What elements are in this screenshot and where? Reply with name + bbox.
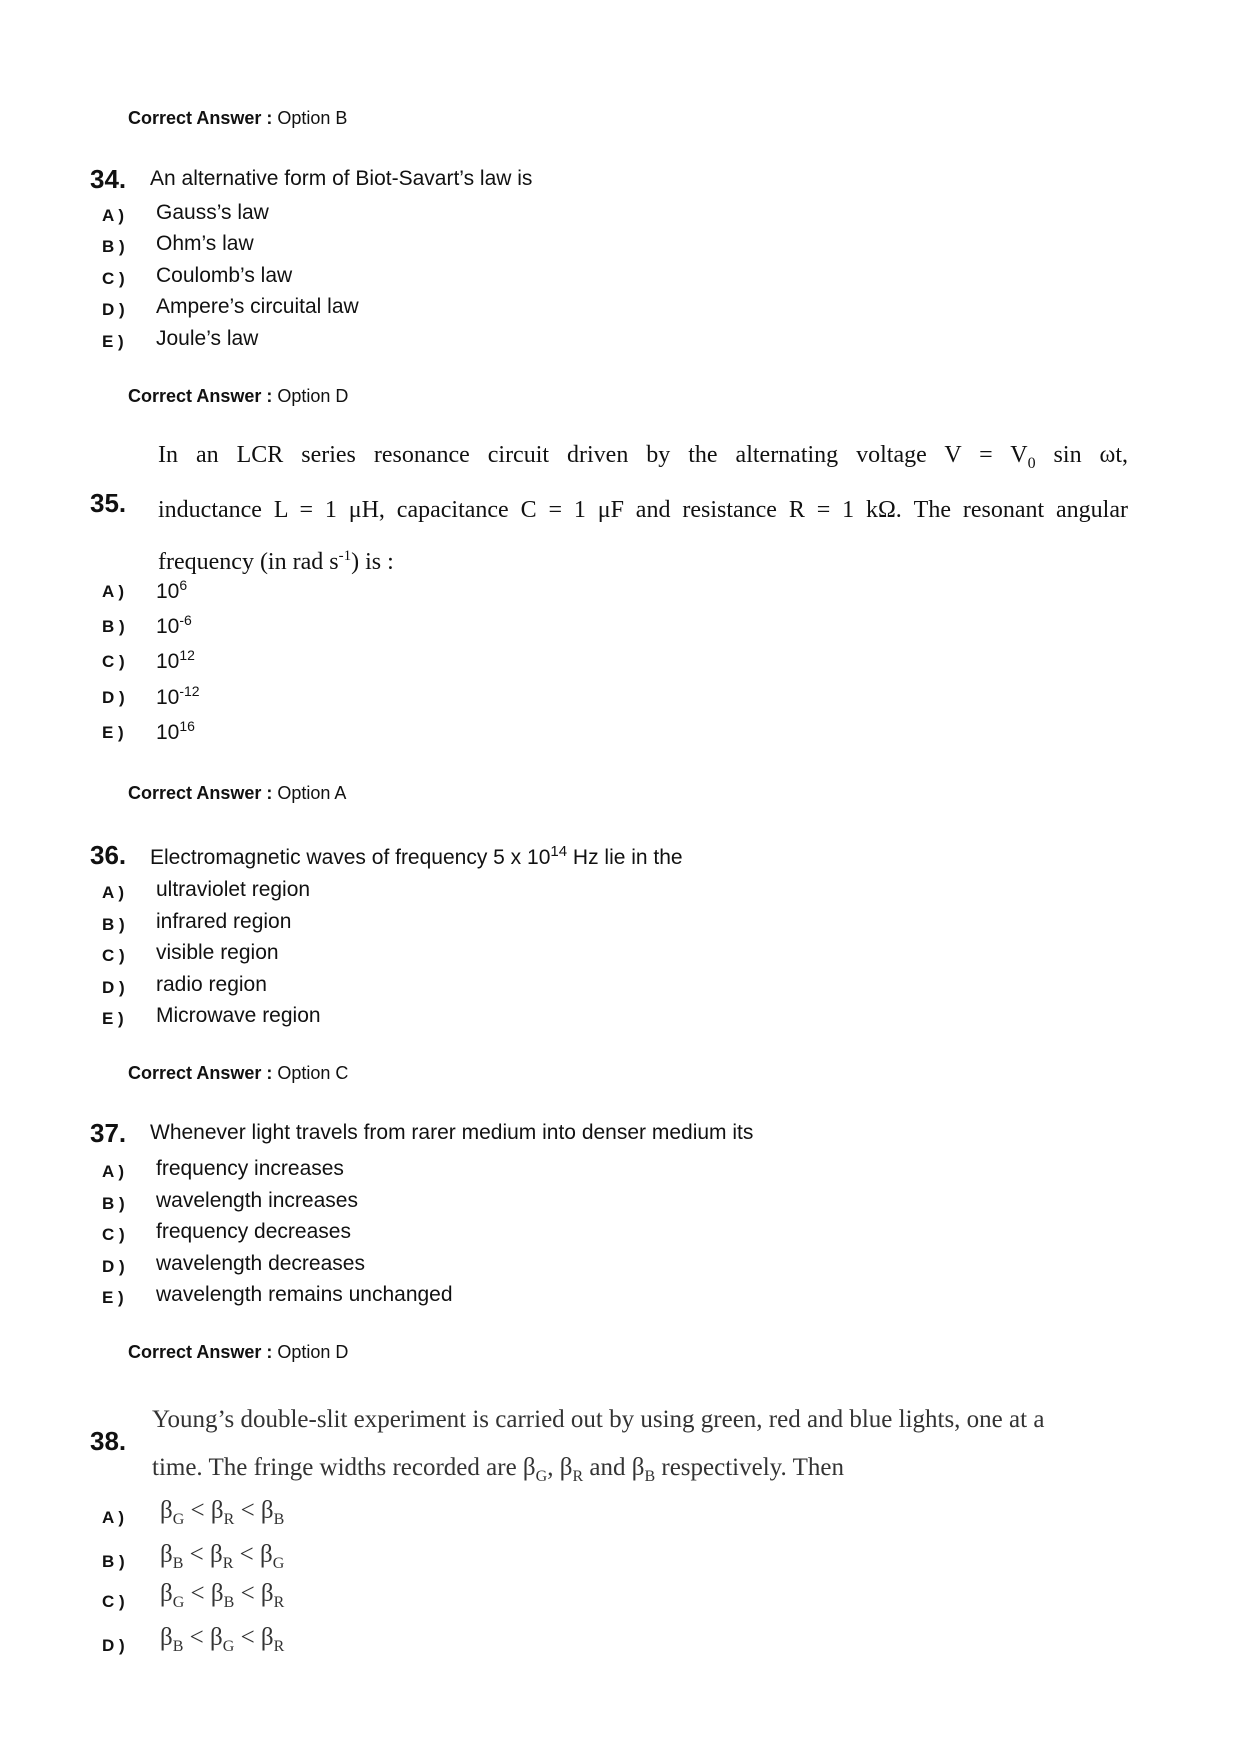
option-text: frequency decreases bbox=[156, 1220, 351, 1243]
option-text: visible region bbox=[156, 941, 279, 964]
option-label: B ) bbox=[102, 617, 125, 636]
question-text-37: Whenever light travels from rarer medium into denser medium its bbox=[150, 1121, 754, 1144]
option-math: $\beta_B < \beta_R < \beta_G$ bbox=[160, 1541, 285, 1572]
option-label: D ) bbox=[102, 300, 125, 319]
question-number-38: 38. bbox=[90, 1426, 127, 1456]
option-label: D ) bbox=[102, 1257, 125, 1276]
question-number-36: 36. bbox=[90, 840, 127, 870]
option-label: A ) bbox=[102, 582, 125, 601]
option-text: wavelength decreases bbox=[156, 1252, 365, 1275]
option-text: ultraviolet region bbox=[156, 878, 311, 901]
option-math: $\beta_G < \beta_B < \beta_R$ bbox=[160, 1580, 285, 1611]
answer-label: Correct Answer : bbox=[128, 1342, 273, 1362]
option-label: D ) bbox=[102, 688, 125, 707]
option-label: C ) bbox=[102, 1592, 125, 1611]
question-text-35 bbox=[158, 432, 1128, 585]
option-label: E ) bbox=[102, 332, 124, 351]
option-label: E ) bbox=[102, 723, 124, 742]
correct-answer-34 bbox=[128, 386, 348, 407]
question-line: inductance L = 1 μH, capacitance C = 1 μF and resistance R = 1 kΩ. The resonant angular bbox=[158, 496, 1128, 523]
option-text: $10^{12}$ bbox=[156, 647, 195, 673]
answer-value: Option B bbox=[277, 108, 348, 128]
option-math: $\beta_G < \beta_R < \beta_B$ bbox=[160, 1497, 285, 1528]
question-text-38 bbox=[152, 1396, 1102, 1501]
answer-label: Correct Answer : bbox=[128, 783, 273, 803]
option-text: Ampere’s circuital law bbox=[156, 295, 359, 318]
option-label: B ) bbox=[102, 237, 125, 256]
option-text: wavelength remains unchanged bbox=[156, 1283, 453, 1306]
option-label: C ) bbox=[102, 652, 125, 671]
option-math: $\beta_B < \beta_G < \beta_R$ bbox=[160, 1624, 285, 1655]
answer-label: Correct Answer : bbox=[128, 1063, 273, 1083]
correct-answer-37 bbox=[128, 1342, 348, 1363]
option-label: B ) bbox=[102, 1552, 125, 1571]
option-label: D ) bbox=[102, 978, 125, 997]
question-text-36: Electromagnetic waves of frequency 5 x $10^{14}$ Hz lie in the bbox=[150, 843, 683, 869]
option-label: C ) bbox=[102, 946, 125, 965]
correct-answer-36 bbox=[128, 1063, 348, 1084]
option-label: C ) bbox=[102, 1225, 125, 1244]
answer-value: Option D bbox=[277, 386, 349, 406]
correct-answer-prev bbox=[128, 108, 347, 129]
answer-label: Correct Answer : bbox=[128, 108, 273, 128]
question-number-35: 35. bbox=[90, 488, 127, 518]
option-text: $10^{-6}$ bbox=[156, 612, 192, 638]
option-label: B ) bbox=[102, 915, 125, 934]
question-number-37: 37. bbox=[90, 1118, 127, 1148]
option-text: frequency increases bbox=[156, 1157, 344, 1180]
option-text: Coulomb’s law bbox=[156, 264, 293, 287]
option-label: E ) bbox=[102, 1009, 124, 1028]
question-line: frequency (in rad $s^{-1}$) is : bbox=[158, 547, 394, 575]
answer-value: Option C bbox=[277, 1063, 349, 1083]
option-text: Microwave region bbox=[156, 1004, 321, 1027]
option-text: $10^6$ bbox=[156, 577, 188, 603]
correct-answer-35 bbox=[128, 783, 346, 804]
option-text: wavelength increases bbox=[156, 1189, 358, 1212]
question-line: Young’s double-slit experiment is carried out by using green, red and blue lights, one at a bbox=[152, 1406, 1045, 1433]
option-label: A ) bbox=[102, 1162, 125, 1181]
option-label: A ) bbox=[102, 1508, 125, 1527]
option-label: D ) bbox=[102, 1636, 125, 1655]
option-label: A ) bbox=[102, 206, 125, 225]
option-label: C ) bbox=[102, 269, 125, 288]
option-text: infrared region bbox=[156, 910, 292, 933]
question-number-34: 34. bbox=[90, 164, 127, 194]
question-line: In an LCR series resonance circuit driven by the alternating voltage $V = V_0$ sin ωt, bbox=[158, 442, 1129, 472]
option-label: E ) bbox=[102, 1288, 124, 1307]
option-text: Gauss’s law bbox=[156, 201, 269, 224]
option-text: $10^{-12}$ bbox=[156, 683, 200, 709]
option-text: radio region bbox=[156, 973, 267, 996]
question-line: time. The fringe widths recorded are $\beta_G$, $\beta_R$ and $\beta_B$ respectively. Then bbox=[152, 1454, 844, 1485]
option-text: Ohm’s law bbox=[156, 232, 254, 255]
question-text-34: An alternative form of Biot-Savart’s law is bbox=[150, 167, 533, 190]
option-label: B ) bbox=[102, 1194, 125, 1213]
option-text: Joule’s law bbox=[156, 327, 259, 350]
option-label: A ) bbox=[102, 883, 125, 902]
answer-label: Correct Answer : bbox=[128, 386, 273, 406]
answer-value: Option D bbox=[277, 1342, 349, 1362]
option-text: $10^{16}$ bbox=[156, 718, 195, 744]
answer-value: Option A bbox=[277, 783, 347, 803]
